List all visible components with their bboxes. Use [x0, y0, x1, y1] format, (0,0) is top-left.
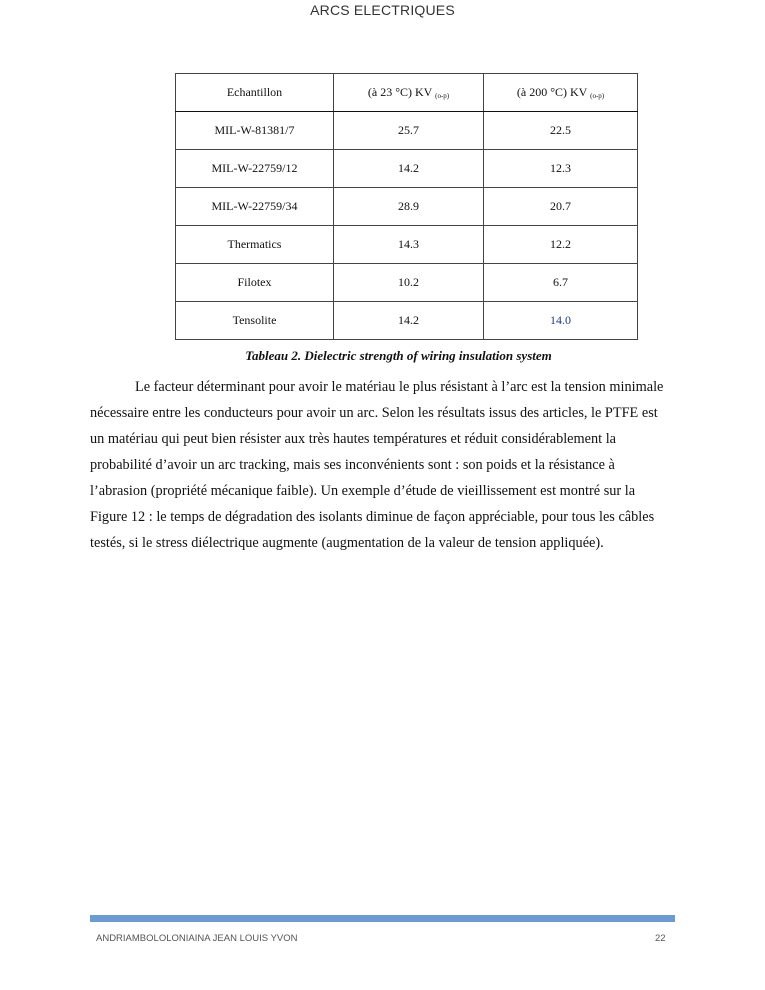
footer-divider-bar: [90, 915, 675, 922]
cell-value-200c: 22.5: [484, 112, 638, 150]
cell-sample: Thermatics: [176, 226, 334, 264]
cell-sample: Tensolite: [176, 302, 334, 340]
table-caption: Tableau 2. Dielectric strength of wiring insulation system: [245, 348, 552, 363]
cell-value-23c: 14.2: [334, 302, 484, 340]
cell-sample: MIL-W-81381/7: [176, 112, 334, 150]
dielectric-strength-table: [175, 73, 637, 340]
page-header-title: ARCS ELECTRIQUES: [310, 2, 455, 18]
table-header-row: [176, 74, 638, 112]
table-row: [176, 112, 638, 150]
column-header-200c: (à 200 °C) KV $_{(o-p)}$: [484, 74, 638, 112]
cell-value-23c: 14.3: [334, 226, 484, 264]
body-paragraph: Le facteur déterminant pour avoir le matériau le plus résistant à l’arc est la tension minimale nécessaire entre les conducteurs pour avoir un arc. Selon les résultats issus des articles, le PTFE est un matériau qui peut bien résister aux très hautes températures et réduit considérablement la probabilité d’avoir un arc tracking, mais ses inconvénients sont : son poids et la résistance à l’abrasion (propriété mécanique faible). Un exemple d’étude de vieillissement est montré sur la Figure 12 : le temps de dégradation des isolants diminue de façon appréciable, pour tous les câbles testés, si le stress diélectrique augmente (augmentation de la valeur de tension appliquée).: [90, 379, 664, 551]
table-row: [176, 264, 638, 302]
cell-value-23c: 10.2: [334, 264, 484, 302]
column-header-23c: (à 23 °C) KV $_{(o-p)}$: [334, 74, 484, 112]
table-row: [176, 150, 638, 188]
cell-value-23c: 14.2: [334, 150, 484, 188]
table-row: [176, 226, 638, 264]
table-row: [176, 302, 638, 340]
column-header-sample: Echantillon: [176, 74, 334, 112]
footer-author: ANDRIAMBOLOLONIAINA JEAN LOUIS YVON: [96, 933, 298, 944]
cell-sample: MIL-W-22759/34: [176, 188, 334, 226]
cell-sample: Filotex: [176, 264, 334, 302]
cell-value-23c: 28.9: [334, 188, 484, 226]
cell-value-200c: 14.0: [484, 302, 638, 340]
cell-value-200c: 12.2: [484, 226, 638, 264]
cell-sample: MIL-W-22759/12: [176, 150, 334, 188]
cell-value-200c: 6.7: [484, 264, 638, 302]
cell-value-200c: 12.3: [484, 150, 638, 188]
cell-value-23c: 25.7: [334, 112, 484, 150]
cell-value-200c: 20.7: [484, 188, 638, 226]
table-row: [176, 188, 638, 226]
footer-page-number: 22: [655, 933, 666, 944]
